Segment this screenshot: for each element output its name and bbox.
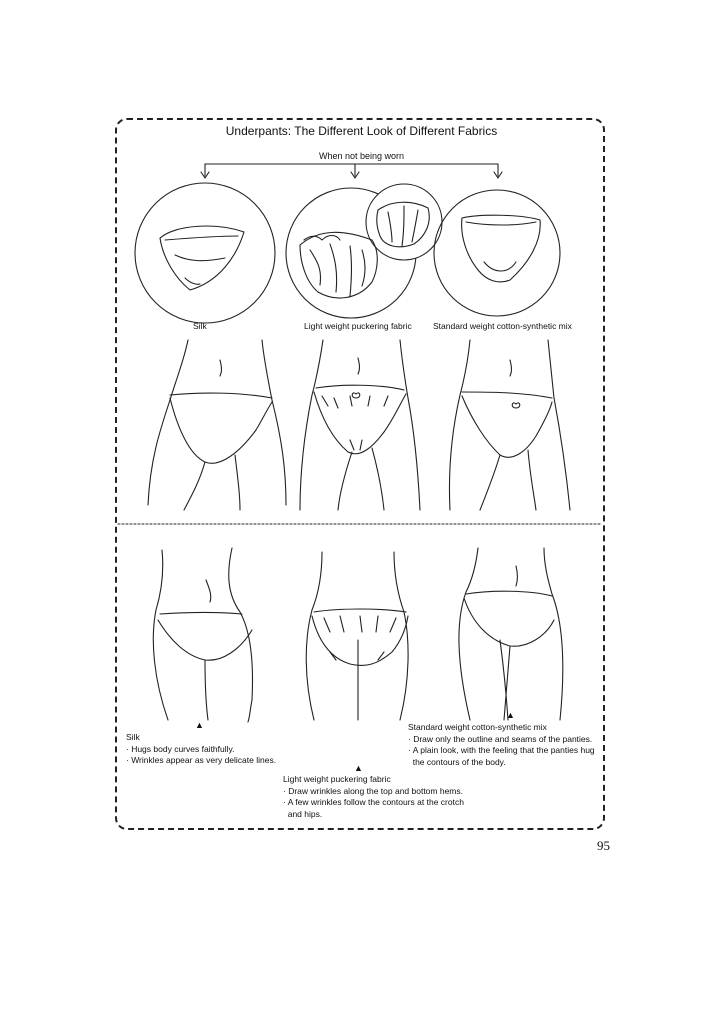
standard-circle — [434, 190, 560, 316]
silk-circle — [135, 183, 275, 323]
note-silk-line: · Hugs body curves faithfully. — [126, 743, 235, 754]
note-silk-line: · Wrinkles appear as very delicate lines. — [126, 755, 277, 765]
standard-pointer-icon: ▲ — [506, 710, 515, 720]
silk-front-figure — [148, 340, 286, 510]
silk-folded-drawing — [160, 226, 244, 290]
light-back-figure — [306, 552, 408, 720]
note-standard — [408, 722, 595, 768]
standard-front-figure — [449, 340, 570, 510]
standard-back-figure — [459, 548, 563, 720]
page-number: 95 — [597, 838, 610, 853]
subtitle-when-not-worn: When not being worn — [318, 151, 405, 161]
light-front-figure — [300, 340, 420, 510]
silk-pointer-icon: ▲ — [195, 720, 204, 730]
note-light-line: and hips. — [283, 808, 323, 819]
label-light: Light weight puckering fabric — [304, 321, 412, 331]
note-light-line: · Draw wrinkles along the top and bottom hems. — [283, 785, 464, 796]
note-silk — [126, 732, 276, 767]
note-light — [283, 774, 464, 820]
note-light-line: · A few wrinkles follow the contours at the crotch — [283, 797, 464, 807]
page-title: Underpants: The Different Look of Different Fabrics — [225, 124, 498, 138]
label-standard: Standard weight cotton-synthetic mix — [433, 321, 572, 331]
note-silk-heading: Silk — [126, 732, 140, 742]
note-standard-heading: Standard weight cotton-synthetic mix — [408, 722, 547, 732]
note-standard-line: the contours of the body. — [408, 756, 506, 767]
bracket-arrows — [201, 164, 502, 178]
note-light-heading: Light weight puckering fabric — [283, 774, 391, 784]
label-silk: Silk — [193, 321, 207, 331]
light-pointer-icon: ▲ — [354, 763, 363, 773]
standard-folded-drawing — [462, 215, 541, 282]
note-standard-line: · Draw only the outline and seams of the panties. — [408, 733, 593, 744]
silk-back-figure — [153, 548, 252, 722]
note-standard-line: · A plain look, with the feeling that the panties hug — [408, 745, 595, 755]
